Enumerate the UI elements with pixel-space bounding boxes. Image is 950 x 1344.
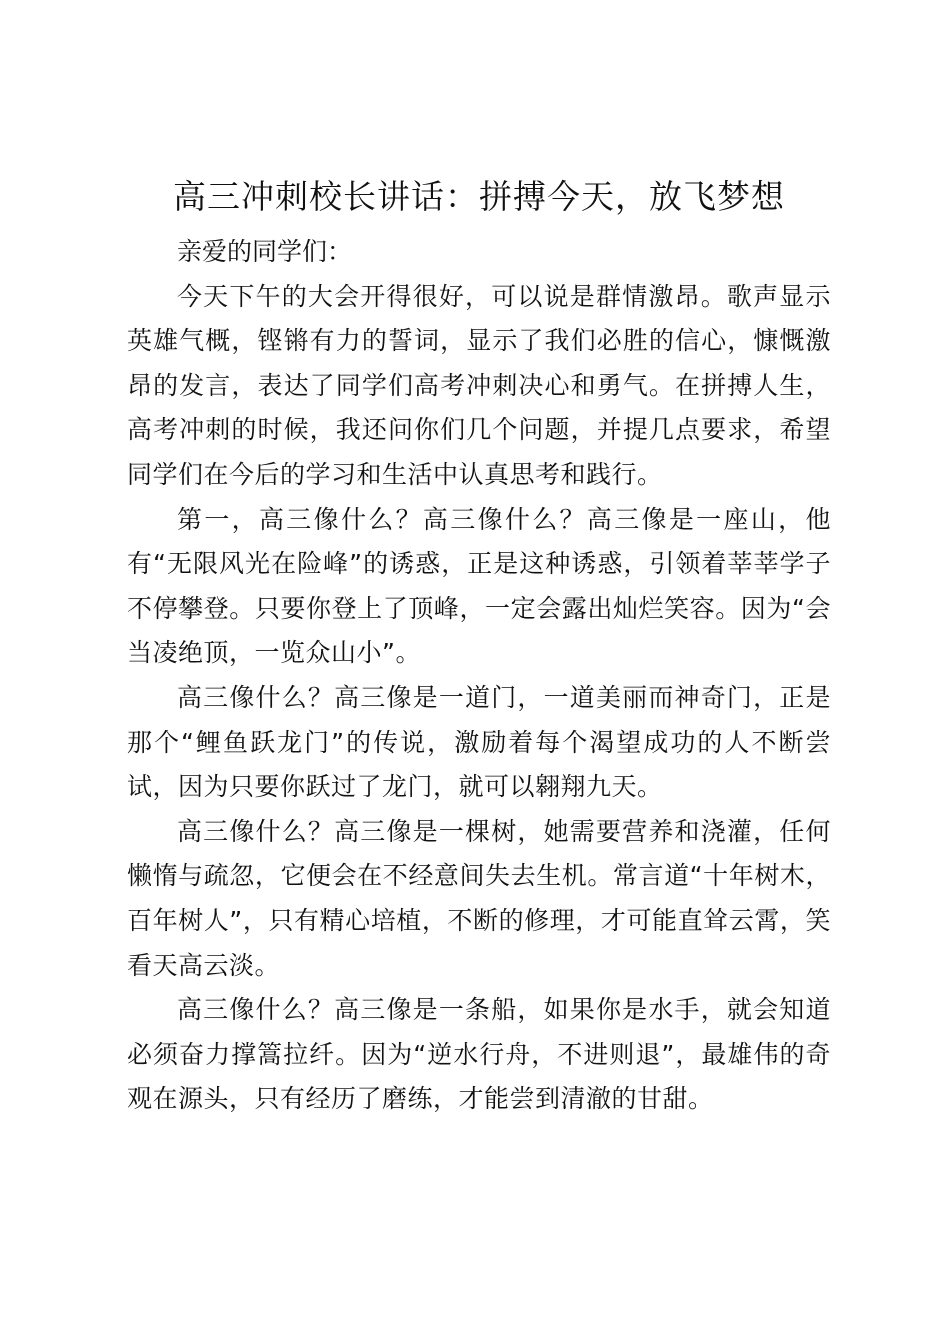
paragraph-tree: 高三像什么？高三像是一棵树，她需要营养和浇灌，任何懒惰与疏忽，它便会在不经意间失去生机。常言道“十年树木，百年树人”，只有精心培植，不断的修理，才可能直耸云霄，笑看天高云淡。 bbox=[127, 816, 831, 980]
document-body bbox=[127, 170, 831, 1122]
salutation: 亲爱的同学们： bbox=[177, 237, 353, 266]
document-title: 高三冲刺校长讲话：拼搏今天，放飞梦想 bbox=[173, 177, 785, 216]
paragraph-opening: 今天下午的大会开得很好，可以说是群情激昂。歌声显示英雄气概，铿锵有力的誓词，显示了我们必胜的信心，慷慨激昂的发言，表达了同学们高考冲刺决心和勇气。在拼搏人生，高考冲刺的时候，我还问你们几个问题，并提几点要求，希望同学们在今后的学习和生活中认真思考和践行。 bbox=[127, 281, 831, 489]
paragraph-mountain: 第一，高三像什么？高三像什么？高三像是一座山，他有“无限风光在险峰”的诱惑，正是这种诱惑，引领着莘莘学子不停攀登。只要你登上了顶峰，一定会露出灿烂笑容。因为“会当凌绝顶，一览众山小”。 bbox=[127, 504, 831, 668]
paragraph-boat: 高三像什么？高三像是一条船，如果你是水手，就会知道必须奋力撑篙拉纤。因为“逆水行舟，不进则退”，最雄伟的奇观在源头，只有经历了磨练，才能尝到清澈的甘甜。 bbox=[127, 995, 831, 1114]
paragraph-gate: 高三像什么？高三像是一道门，一道美丽而神奇门，正是那个“鲤鱼跃龙门”的传说，激励着每个渴望成功的人不断尝试，因为只要你跃过了龙门，就可以翱翔九天。 bbox=[127, 682, 831, 802]
